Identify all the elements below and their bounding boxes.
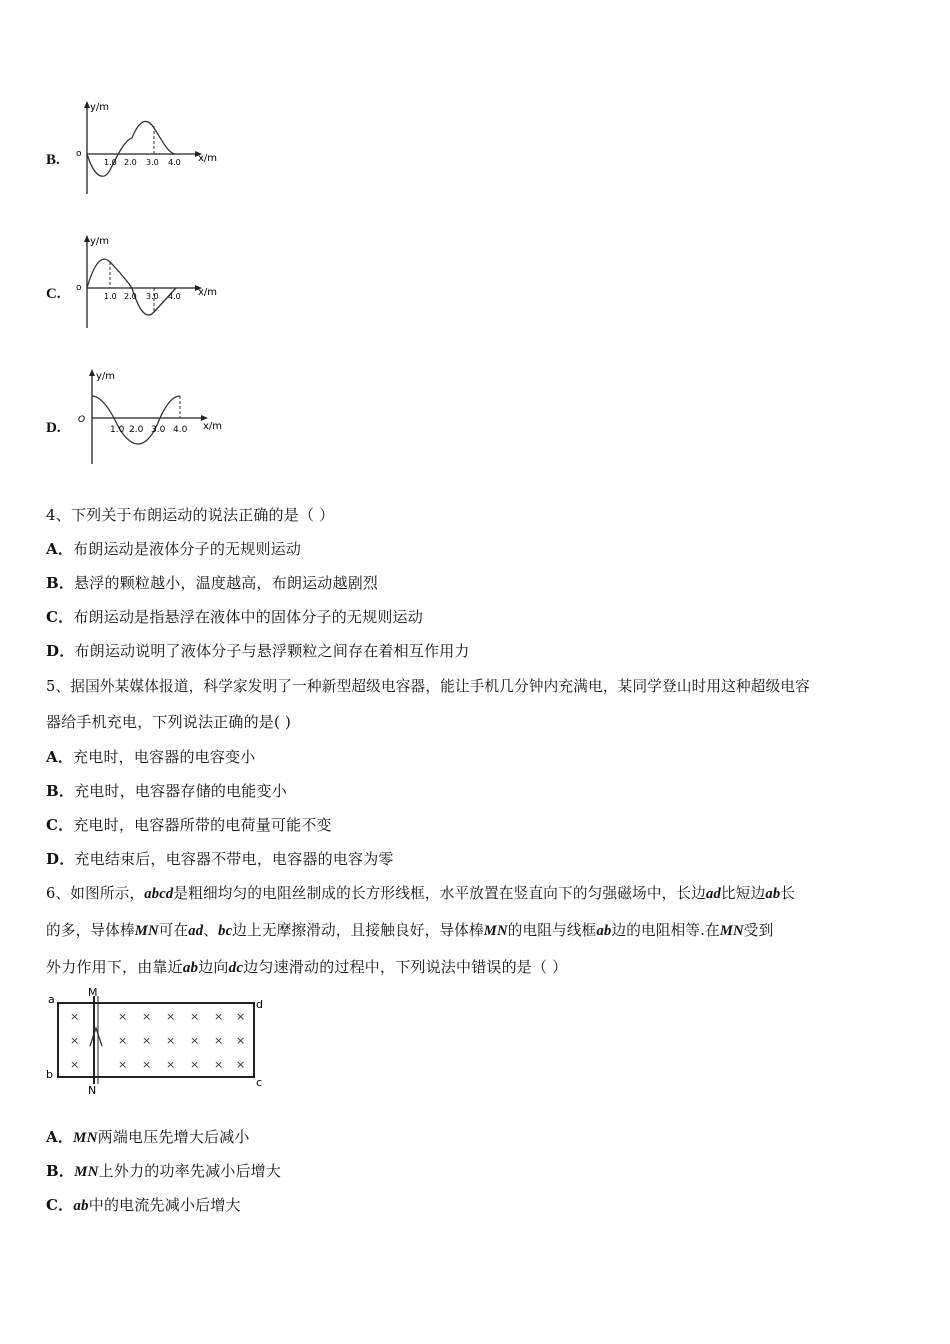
q6-option-c: C．ab中的电流先减小后增大 [46,1196,241,1214]
field-cross: × [190,1010,200,1023]
tick-label: 1.0 [104,158,117,167]
tick-label: 3.0 [146,158,159,167]
q6-stem-line1: 6、如图所示，abcd是粗细均匀的电阻丝制成的长方形线框，水平放置在竖直向下的匀强磁场中，长边ad比短边ab长 [46,885,796,902]
q5-option-b: B．充电时，电容器存储的电能变小 [46,782,287,800]
q5-stem-line2: 器给手机充电，下列说法正确的是( ) [46,713,292,731]
q5-option-a: A．充电时，电容器的电容变小 [46,748,256,766]
x-axis-label: x/m [198,153,218,164]
field-cross: × [190,1058,200,1071]
label-n: N [88,1084,97,1096]
wave-curve [87,121,176,176]
field-cross: × [166,1058,176,1071]
wave-curve [92,396,180,444]
field-cross: × [236,1010,246,1023]
field-cross: × [236,1058,246,1071]
q6-option-b: B．MN上外力的功率先减小后增大 [46,1162,282,1180]
corner-a: a [48,993,55,1006]
q5-option-d: D．充电结束后，电容器不带电，电容器的电容为零 [46,850,394,868]
y-axis-label: y/m [90,102,110,113]
q4-stem: 4、下列关于布朗运动的说法正确的是（ ） [46,506,335,524]
field-cross: × [70,1010,80,1023]
q6-stem-line3: 外力作用下，由靠近ab边向dc边匀速滑动的过程中，下列说法中错误的是（ ） [46,958,568,976]
field-cross: × [166,1010,176,1023]
wire-frame [58,1003,254,1077]
corner-d: d [256,998,263,1011]
label-m: M [88,986,98,999]
field-cross: × [70,1058,80,1071]
field-cross: × [142,1034,152,1047]
field-cross: × [118,1010,128,1023]
tick-label: 1.0 [104,292,117,301]
tick-label: 4.0 [168,292,181,301]
q6-stem-line2: 的多，导体棒MN可在ad、bc边上无摩擦滑动，且接触良好，导体棒MN的电阻与线框ab边的电阻相等.在MN受到 [46,922,774,939]
q4-option-a: A．布朗运动是液体分子的无规则运动 [46,540,302,558]
graph-b [70,98,230,198]
q4-option-c: C．布朗运动是指悬浮在液体中的固体分子的无规则运动 [46,608,423,626]
corner-c: c [256,1076,263,1089]
corner-b: b [46,1068,53,1081]
origin-label: o [76,283,82,293]
tick-label: 1.0 [110,425,125,435]
field-cross: × [214,1058,224,1071]
q6-option-a: A．MN两端电压先增大后减小 [46,1128,250,1146]
q4-option-d: D．布朗运动说明了液体分子与悬浮颗粒之间存在着相互作用力 [46,642,470,660]
tick-label: 2.0 [124,292,137,301]
field-cross: × [236,1034,246,1047]
y-axis-label: y/m [96,371,116,382]
q5-stem-line1: 5、据国外某媒体报道，科学家发明了一种新型超级电容器，能让手机几分钟内充满电，某同学登山时用这种超级电容 [46,678,810,695]
graph-c [70,232,230,332]
option-b-label: B. [46,152,60,168]
field-cross: × [142,1010,152,1023]
field-cross: × [214,1010,224,1023]
field-cross: × [214,1034,224,1047]
q5-option-c: C．充电时，电容器所带的电荷量可能不变 [46,816,332,834]
tick-label: 3.0 [151,425,166,435]
field-cross: × [118,1034,128,1047]
y-axis-label: y/m [90,236,110,247]
x-axis-label: x/m [203,421,223,432]
field-cross: × [142,1058,152,1071]
field-cross: × [190,1034,200,1047]
option-c-label: C. [46,286,61,302]
q6-figure [44,986,266,1096]
option-d-label: D. [46,420,61,436]
origin-label: O [78,415,86,425]
wave-curve [87,259,176,315]
tick-label: 4.0 [168,158,181,167]
graph-d [70,366,235,466]
tick-label: 2.0 [124,158,137,167]
tick-label: 4.0 [173,425,188,435]
field-cross: × [118,1058,128,1071]
tick-label: 2.0 [129,425,144,435]
tick-label: 3.0 [146,292,159,301]
origin-label: o [76,149,82,159]
x-axis-label: x/m [198,287,218,298]
field-cross: × [166,1034,176,1047]
field-cross: × [70,1034,80,1047]
q4-option-b: B．悬浮的颗粒越小，温度越高，布朗运动越剧烈 [46,574,379,592]
